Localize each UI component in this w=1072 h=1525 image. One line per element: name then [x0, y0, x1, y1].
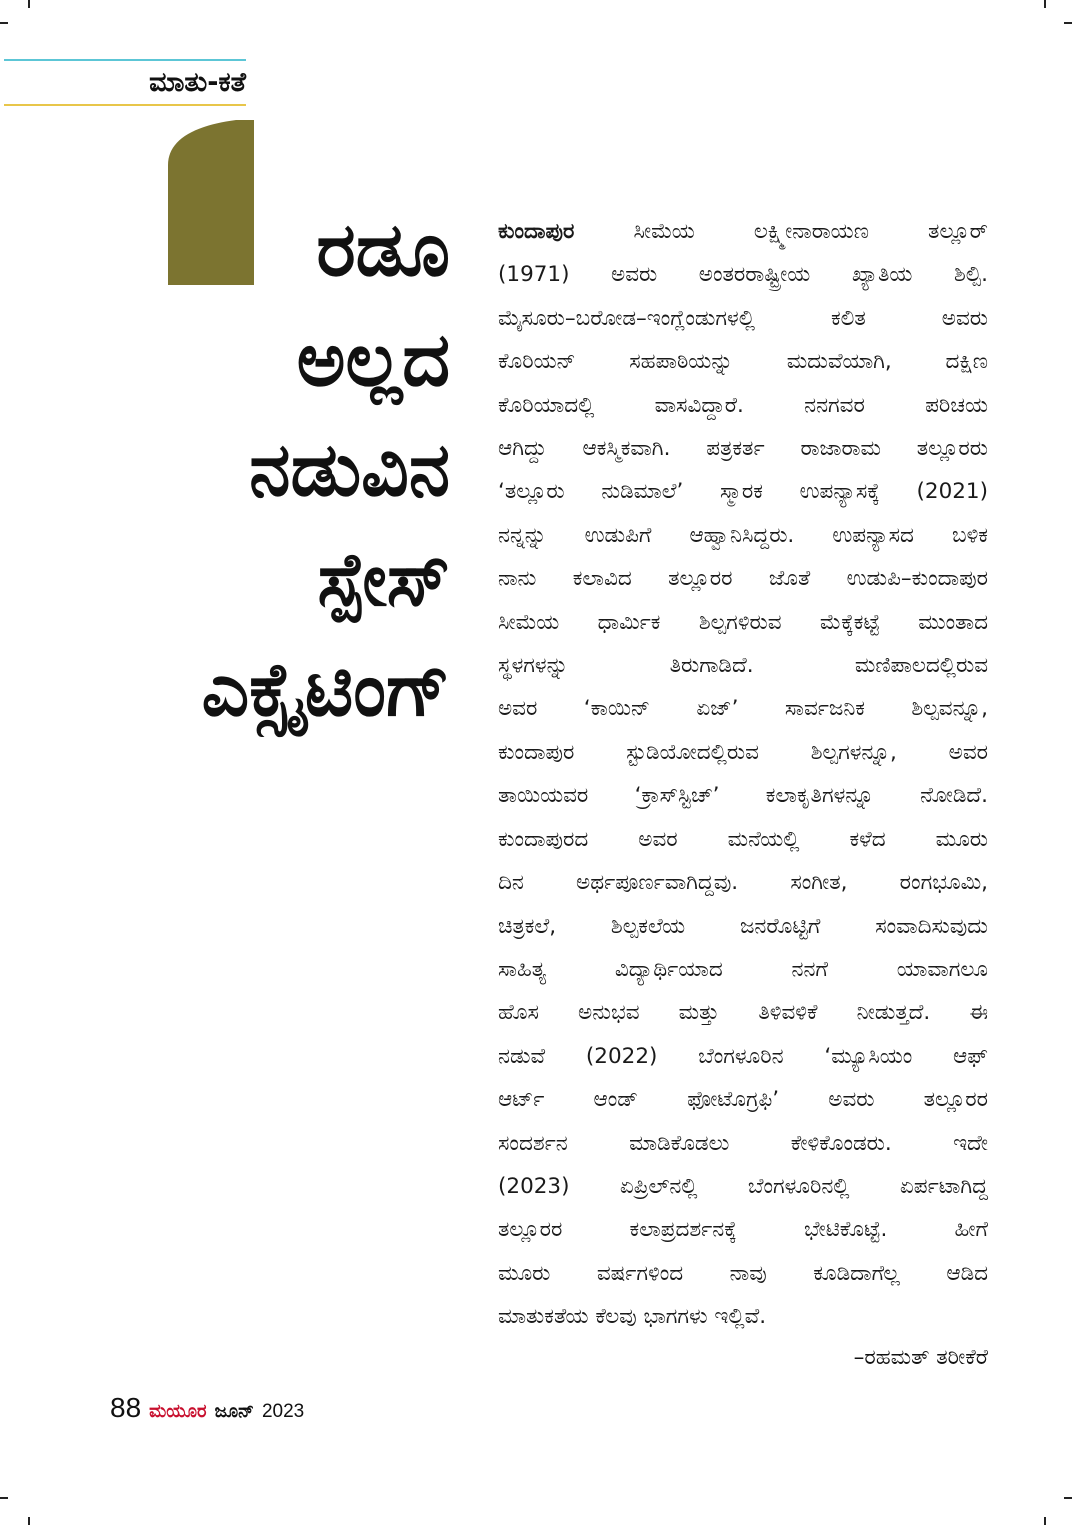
headline-line-2: ಅಲ್ಲದ [296, 317, 450, 403]
headline-line-1 [20, 195, 450, 305]
headline-line-3: ನಡುವಿನ [249, 427, 450, 513]
body-line: ‘ತಲ್ಲೂರು ನುಡಿಮಾಲೆ’ ಸ್ಮಾರಕ ಉಪನ್ಯಾಸಕ್ಕೆ (2021) [498, 479, 988, 505]
body-line: ಕುಂದಾಪುರ ಸ್ಟುಡಿಯೋದಲ್ಲಿರುವ ಶಿಲ್ಪಗಳನ್ನೂ, ಅವರ [498, 739, 988, 765]
page-footer [110, 1392, 304, 1432]
headline-first-letter: ಎ [268, 207, 317, 293]
article-body [498, 210, 988, 1339]
crop-mark [28, 1517, 30, 1525]
body-line: ದಿನ ಅರ್ಥಪೂರ್ಣವಾಗಿದ್ದವು. ಸಂಗೀತ, ರಂಗಭೂಮಿ, [498, 870, 988, 896]
body-line: ತಾಯಿಯವರ ‘ಕ್ರಾಸ್‌ಸ್ಟಿಚ್’ ಕಲಾಕೃತಿಗಳನ್ನೂ ನೋಡಿದೆ. [498, 783, 988, 809]
magazine-name: ಮಯೂರ [149, 1401, 207, 1422]
crop-mark [28, 0, 30, 8]
body-line: ತಲ್ಲೂರರ ಕಲಾಪ್ರದರ್ಶನಕ್ಕೆ ಭೇಟಿಕೊಟ್ಟೆ. ಹೀಗೆ [498, 1217, 988, 1243]
crop-mark [0, 1497, 8, 1499]
section-rule-bottom [4, 104, 246, 106]
page-number: 88 [110, 1392, 142, 1423]
body-line [498, 210, 988, 253]
body-line: ಮೂರು ವರ್ಷಗಳಿಂದ ನಾವು ಕೂಡಿದಾಗೆಲ್ಲ ಆಡಿದ [498, 1260, 988, 1286]
headline [20, 195, 450, 745]
issue-month: ಜೂನ್ [214, 1401, 254, 1422]
headline-line-5: ಎಕ್ಸೈಟಿಂಗ್ [201, 647, 450, 733]
crop-mark [1064, 22, 1072, 24]
body-line: ನಡುವೆ (2022) ಬೆಂಗಳೂರಿನ ‘ಮ್ಯೂಸಿಯಂ ಆಫ್ [498, 1043, 988, 1069]
headline-line-4: ಸ್ಪೇಸ್ [317, 537, 450, 623]
headline-line-1-rest: ರಡೂ [316, 207, 450, 293]
body-line: ಆರ್ಟ್ ಆಂಡ್ ಫೋಟೊಗ್ರಫಿ’ ಅವರು ತಲ್ಲೂರರ [498, 1087, 988, 1113]
body-line: ಸ್ಥಳಗಳನ್ನು ತಿರುಗಾಡಿದೆ. ಮಣಿಪಾಲದಲ್ಲಿರುವ [498, 653, 988, 679]
body-lead-word: ಕುಂದಾಪುರ [498, 219, 575, 244]
section-label: ಮಾತು-ಕತೆ [149, 67, 246, 98]
body-line: (1971) ಅವರು ಅಂತರರಾಷ್ಟ್ರೀಯ ಖ್ಯಾತಿಯ ಶಿಲ್ಪಿ. [498, 262, 988, 288]
body-line: (2023) ಏಪ್ರಿಲ್‌ನಲ್ಲಿ ಬೆಂಗಳೂರಿನಲ್ಲಿ ಏರ್ಪಟಾಗಿದ್ದ [498, 1173, 988, 1199]
issue-year: 2023 [261, 1401, 305, 1422]
body-line: ಕೊರಿಯನ್ ಸಹಪಾಠಿಯನ್ನು ಮದುವೆಯಾಗಿ, ದಕ್ಷಿಣ [498, 349, 988, 375]
body-line: ಮೈಸೂರು–ಬರೋಡ–ಇಂಗ್ಲೆಂಡುಗಳಲ್ಲಿ ಕಲಿತ ಅವರು [498, 305, 988, 331]
body-line: ನನ್ನನ್ನು ಉಡುಪಿಗೆ ಆಹ್ವಾನಿಸಿದ್ದರು. ಉಪನ್ಯಾಸದ ಬಳಿಕ [498, 522, 988, 548]
body-line: ಚಿತ್ರಕಲೆ, ಶಿಲ್ಪಕಲೆಯ ಜನರೊಟ್ಟಿಗೆ ಸಂವಾದಿಸುವುದು [498, 913, 988, 939]
body-line-1-rest: ಸೀಮೆಯ ಲಕ್ಷ್ಮೀನಾರಾಯಣ ತಲ್ಲೂರ್ [574, 219, 988, 244]
section-rule-top [4, 59, 246, 61]
crop-mark [1044, 0, 1046, 8]
body-line: ಸೀಮೆಯ ಧಾರ್ಮಿಕ ಶಿಲ್ಪಗಳಿರುವ ಮೆಕ್ಕೆಕಟ್ಟೆ ಮುಂತಾದ [498, 609, 988, 635]
author-signature: –ರಹಮತ್ ತರೀಕೆರೆ [853, 1345, 988, 1370]
body-line: ಅವರ ‘ಕಾಯಿನ್ ಏಜ್’ ಸಾರ್ವಜನಿಕ ಶಿಲ್ಪವನ್ನೂ, [498, 696, 988, 722]
body-line: ಹೊಸ ಅನುಭವ ಮತ್ತು ತಿಳಿವಳಿಕೆ ನೀಡುತ್ತದೆ. ಈ [498, 1000, 988, 1026]
crop-mark [0, 22, 8, 24]
body-line: ನಾನು ಕಲಾವಿದ ತಲ್ಲೂರರ ಜೊತೆ ಉಡುಪಿ–ಕುಂದಾಪುರ [498, 566, 988, 592]
body-line: ಕುಂದಾಪುರದ ಅವರ ಮನೆಯಲ್ಲಿ ಕಳೆದ ಮೂರು [498, 826, 988, 852]
body-line: ಕೊರಿಯಾದಲ್ಲಿ ವಾಸವಿದ್ದಾರೆ. ನನಗವರ ಪರಿಚಯ [498, 392, 988, 418]
body-line: ಆಗಿದ್ದು ಆಕಸ್ಮಿಕವಾಗಿ. ಪತ್ರಕರ್ತ ರಾಜಾರಾಮ ತಲ್ಲೂರರು [498, 436, 988, 462]
body-line: ಸಾಹಿತ್ಯ ವಿದ್ಯಾರ್ಥಿಯಾದ ನನಗೆ ಯಾವಾಗಲೂ [498, 956, 988, 982]
crop-mark [1044, 1517, 1046, 1525]
body-line: ಮಾತುಕತೆಯ ಕೆಲವು ಭಾಗಗಳು ಇಲ್ಲಿವೆ. [498, 1304, 767, 1330]
body-line: ಸಂದರ್ಶನ ಮಾಡಿಕೊಡಲು ಕೇಳಿಕೊಂಡರು. ಇದೇ [498, 1130, 988, 1156]
crop-mark [1064, 1497, 1072, 1499]
